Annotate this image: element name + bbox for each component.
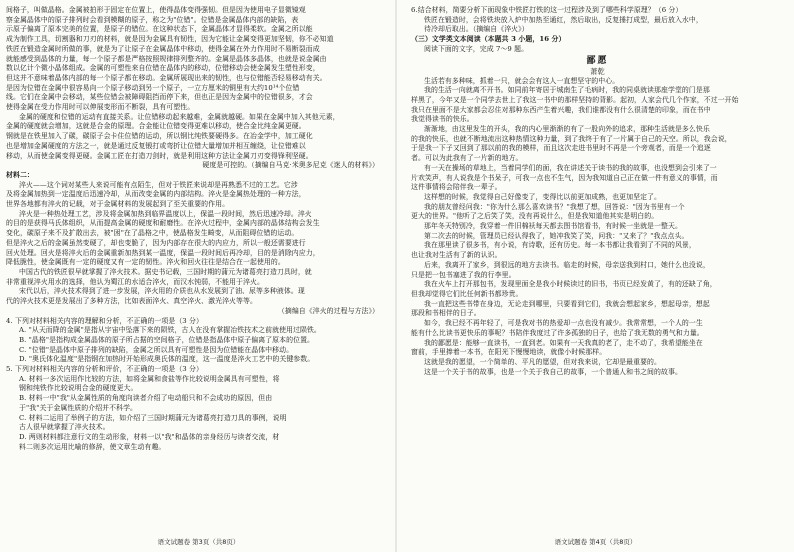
- text-line: 的目的是获得马氏体组织，从而提高金属的硬度和耐磨性。在淬火过程中，金属内部的晶体结构会发生: [6, 219, 320, 228]
- left-page-footer: 语文试题卷 第3页（共8页）: [157, 538, 240, 546]
- text-line: 渐渐地，由这里发生的开头，我的内心里渐渐的有了一股向外的追求，那种生活就是多么快乐: [424, 125, 710, 134]
- text-line: 于是我一下子又回到了那以前的我的模样，而且这次走进书里时不再是一个旁观者，而是一个追逐: [411, 144, 711, 153]
- text-line: B. 材料一中"我"从金属性质的角度向读者介绍了电动船只和不会成功的原因，但由: [19, 394, 273, 403]
- text-line: 待冷却后取出。（摘编自《淬火》）: [424, 25, 529, 34]
- text-line: 样黑了，今年又是一个同学去世上了我这一书中的那样坚持的背影。起初，人家会代几个作家，不过一开始: [411, 95, 739, 104]
- text-line: 也让我对生活有了新的认识。: [411, 251, 502, 260]
- text-line: 非常重视淬火用水的选择，他认为蜀江的水适合淬火，而汉水钝弱，不能用于淬火。: [6, 277, 264, 286]
- text-line: 4. 下列对材料相关内容的理解和分析，不正确的一项是（3 分）: [6, 316, 203, 325]
- text-line: 能有什么比读书更快乐的事呢？书陪伴我度过了许多孤独的日子，也给了我无数的勇气和力量。: [411, 328, 704, 337]
- text-line: 那段和书相伴的日子。: [411, 309, 481, 318]
- text-line: 只是把一包书塞进了我的行李里。: [411, 270, 516, 279]
- text-line: 我觉得读书的快乐。: [411, 115, 474, 124]
- text-line: 代的淬火技术更是发展出了多种方法，比如表面淬火、真空淬火、激光淬火等等。: [6, 297, 257, 306]
- text-line: 者。可以为此我有了一片新的地方。: [411, 154, 523, 163]
- text-line: 钢就是在铁里加入了碳，碳原子会卡住位错的运动，所以钢比纯铁要硬得多。在冶金学中，加工硬化: [6, 132, 313, 141]
- text-line: 示原子偏离了原本完美的位置，是原子的错位。在这种状态下，金属晶体才显得柔软。金属之所以能: [6, 25, 313, 34]
- text-line: 料二则多次运用比喻的修辞，使文章生动有趣。: [19, 442, 166, 451]
- story-body: [411, 77, 784, 378]
- text-line: 宋代以后，淬火技术得到了进一步发展，淬火用的介质也从水发展到了油、尿等多种液体。现: [19, 287, 305, 296]
- text-line: 间格子，叫做晶格。金属被拍形于固定在位置上，使得晶体变得强韧。但是因为使用电子显微镜观: [6, 6, 306, 14]
- text-line: （摘编自《淬火的过程与方法》）: [277, 306, 379, 315]
- text-line: 铁匠在锻造金属时所做的事，就是为了让原子在金属晶体中移动，使得金属在外力作用时不易断裂而成: [6, 44, 320, 53]
- text-line: 我的朋友曾经问我："你为什么那么喜欢读书？"我想了想，回答说："因为书里有一个: [424, 202, 685, 211]
- text-line: 回火处理。回火是将淬火后的金属重新加热到某一温度，保温一段时间后再冷却，目的是消除内应力，: [6, 248, 320, 257]
- text-line: 硬度是可控的。（摘编自马克·米奥多尼克《迷人的材料》）: [202, 161, 379, 170]
- text-line: 中国古代的铁匠很早就掌握了淬火技术。据史书记载，三国时期的蒲元为诸葛亮打造刀具时，就: [19, 267, 312, 276]
- text-line: A. "从天而降的金属"是指从宇宙中坠落下来的陨铁，古人在没有掌握冶铁技术之前就使用过陨铁。: [19, 326, 321, 335]
- text-line: 我只在里面不是大家都会忍住对那种东西产生着兴趣，我们谁都没有什么很清楚的印象，而在书中: [411, 105, 711, 114]
- left-page-text: [6, 6, 389, 452]
- text-line: 也是增加金属硬度的方法之一，就是通过反复锻打或弯折让位错大量增加并相互缠绕，让位错难以: [6, 141, 306, 150]
- text-line: B. "晶格"是指构成金属晶体的原子所占据的空间格子，位错是指晶体中原子偏离了原本的位置。: [19, 335, 315, 344]
- text-line: 古人很早就掌握了淬火技术。: [19, 423, 110, 432]
- text-line: 更大的世界。"他听了之后笑了笑，没有再说什么，但是我知道他其实是明白的。: [411, 212, 659, 221]
- text-line: 移动，从而使金属变得更硬。金属工匠在打造刀剑时，就是利用这种方法让金属刀刃变得锋利坚硬。: [6, 151, 313, 160]
- text-line: 我在火车上打开那包书，发现里面全是我小时候读过的旧书，书页已经发黄了，有的还缺了角，: [424, 280, 717, 289]
- right-page-footer: 语文试题卷 第4页（共8页）: [554, 538, 637, 546]
- text-line: 世界各地都有淬火的记载，对于金属材料的发展起到了至关重要的作用。: [6, 200, 230, 209]
- text-line: 生活若有多种味，抓着一只，就会会有这人一直想坚守的中心。: [424, 76, 620, 85]
- story-title: 鄙愿: [586, 55, 609, 66]
- text-line: 我一直把这些书带在身边，无论走到哪里，只要看到它们，我就会想起家乡，想起母亲，想起: [424, 299, 710, 308]
- text-line: 我在那里读了很多书，有小说，有诗歌，还有历史。每一本书都让我看到了不同的风景，: [424, 241, 696, 250]
- text-line: 但我却觉得它们比任何新书都珍贵。: [411, 289, 523, 298]
- text-line: 这是一个关于书的故事，也是一个关于我自己的故事，一个普通人和书之间的故事。: [424, 367, 682, 376]
- text-line: 淬火是一种热处理工艺，涉及将金属加热到临界温度以上，保温一段时间，然后迅速冷却。淬火: [19, 209, 312, 218]
- text-line: 材料二：: [6, 170, 34, 179]
- text-line: 的我的快乐，也就不断地流出这种热情这种力量，到了我终于有了一片属于自己的天空。所以，我会说，: [411, 134, 732, 143]
- text-line: 钢和纯铁作比较说明合金的硬度更大。: [19, 384, 138, 393]
- text-line: 但是淬火之后的金属虽然变硬了，却也变脆了，因为内部存在很大的内应力，所以一般还需要进行: [6, 238, 306, 247]
- text-line: 淬火——这个词对某些人来说可能有点陌生，但对于铁匠来说却是再熟悉不过的工艺。它涉: [19, 180, 298, 189]
- text-line: D. 两则材料都注意行文的生动形象，材料一以"我"和晶体的亲身经历与读者交流，材: [19, 432, 280, 441]
- text-line: 5. 下列对材料相关内容的分析和评价，不正确的一项是（3 分）: [6, 365, 203, 374]
- text-line: 线。它们在金属中会移动，某些位错会被障碍阻挡而停下来，但也正是因为金属中的位错很多，才会: [6, 93, 313, 102]
- text-line: 就能感受到晶体的力量，每一个原子都是严格按照规律排列整齐的。金属是晶体多晶体，也就是说金属由: [6, 54, 327, 63]
- text-line: 阅读下面的文字，完成 7～9 题。: [424, 44, 529, 53]
- text-line: C. "位错"是晶体中原子排列的缺陷，金属之所以具有可塑性是因为位错能在晶体中移动。: [19, 345, 294, 354]
- text-line: D. "奥氏体化温度"是指钢在加热时开始形成奥氏体的温度，这一温度是淬火工艺中的关键参数。: [19, 355, 315, 364]
- story-author: 萧乾: [590, 66, 605, 76]
- text-line: A. 材料一多次运用作比较的方法，如将金属和食盐等作比较说明金属具有可塑性，将: [19, 374, 280, 383]
- text-line: 降低脆性，使金属既有一定的硬度又有一定的韧性。淬火和回火往往是结合在一起使用的。: [6, 258, 285, 267]
- text-line: 我的生活一向就离不开书。如同前年寄居于城南生了毛病时，我的同桌就读那座学堂的门是那: [424, 86, 710, 95]
- text-line: （三）文学类文本阅读（本题共 3 小题，16 分）: [411, 35, 566, 44]
- text-line: C. 材料二运用了举例子的方法，如介绍了三国时期蒲元为诸葛亮打造刀具的事例，说明: [19, 413, 287, 422]
- text-line: 金属的硬度就会增加，这就是合金的原理。合金能让位错变得更难以移动，使合金比纯金属更硬。: [6, 122, 306, 131]
- text-line: 片欢笑声，有人说我是个书呆子，可我一点也不生气，因为我知道自己正在做一件有意义的事情，而: [411, 173, 718, 182]
- text-line: 使得金属在受力作用时可以伸展变形而不断裂，具有可塑性。: [6, 103, 195, 112]
- text-line: 于"我"关于金属性质的介绍并不科学。: [19, 403, 138, 412]
- text-line: 变化，碳原子来不及扩散出去，被"困"在了晶格之中，使晶格发生畸变，从而阻碍位错的运动。: [6, 229, 299, 238]
- text-line: 数以亿计个微小晶体组成。金属的可塑性来自位错在晶体内的移动，位错移动会使金属发生塑性形变，: [6, 64, 320, 73]
- text-line: 后来，我离开了家乡，到很远的地方去读书。临走的时候，母亲送我到村口，她什么也没说，: [424, 260, 710, 269]
- text-line: 但这并不意味着晶体内部的每一个原子都在移动。金属所展现出来的韧性，也与位错能否轻易移动有关。: [6, 73, 327, 82]
- text-line: 察金属晶体中的原子排列时会看到模糊的原子，称之为"位错"。位错是金属晶体内部的缺陷，表: [6, 15, 299, 24]
- text-line: 及将金属加热到一定温度后迅速冷却，从而改变金属的内部结构。淬火是金属热处理的一种方法，: [6, 190, 306, 199]
- text-line: 是因为位错在金属中很容易向一个原子移动到另一个原子，一立方厘米的铜里有大约10¹⁴个位错: [6, 83, 300, 92]
- text-line: 第二次去的时候，管理员已经认得我了，她冲我笑了笑，问我："又来了？"我点点头。: [424, 231, 689, 240]
- text-line: 如今，我已经不再年轻了，可是我对书的热爱却一点也没有减少。我常常想，一个人的一生: [424, 319, 703, 328]
- text-line: 窗前，手里捧着一本书，在阳光下慢慢地读，就像小时候那样。: [411, 348, 607, 357]
- text-line: 6.结合材料，简要分析下面现象中铁匠打铁的这一过程涉及到了哪些科学原理？（6 分）: [411, 6, 683, 14]
- text-line: 有一天在操场的草地上，当着同学们的面，我在讲述关于读书的我的故事，也没想到会引来了一: [424, 163, 717, 172]
- text-line: 那年冬天特别冷，我穿着一件旧棉袄每天都去图书馆看书，有时候一坐就是一整天。: [424, 222, 682, 231]
- text-line: 这件事情将会陪伴我一辈子。: [411, 183, 502, 192]
- text-line: 金属的硬度和位错的运动有直接关系。让位错移动起来越难，金属就越硬。如果在金属中加入其他元素，: [19, 112, 340, 121]
- right-page-questions: [411, 6, 784, 55]
- right-page: [397, 0, 794, 552]
- text-line: 铁匠在锻造时，会将铁块放入炉中加热至通红，然后取出，反复捶打成型，最后放入水中，: [424, 15, 703, 24]
- text-line: 这样想的时候，我觉得自己好像变了，变得比以前更加成熟，也更加坚定了。: [424, 192, 661, 201]
- text-line: 这就是我的愿望，一个简单的、平凡的愿望，但对我来说，它却是最重要的。: [424, 357, 661, 366]
- text-line: 我的鄙愿是：能够一直读书，一直到老。如果有一天我真的老了，走不动了，我希望能坐在: [424, 338, 703, 347]
- text-line: 成为制作工具，切割器和刀刃的材料，就是因为金属具有韧性，因为它能让金属变得更加坚韧，你不必知道: [6, 35, 334, 44]
